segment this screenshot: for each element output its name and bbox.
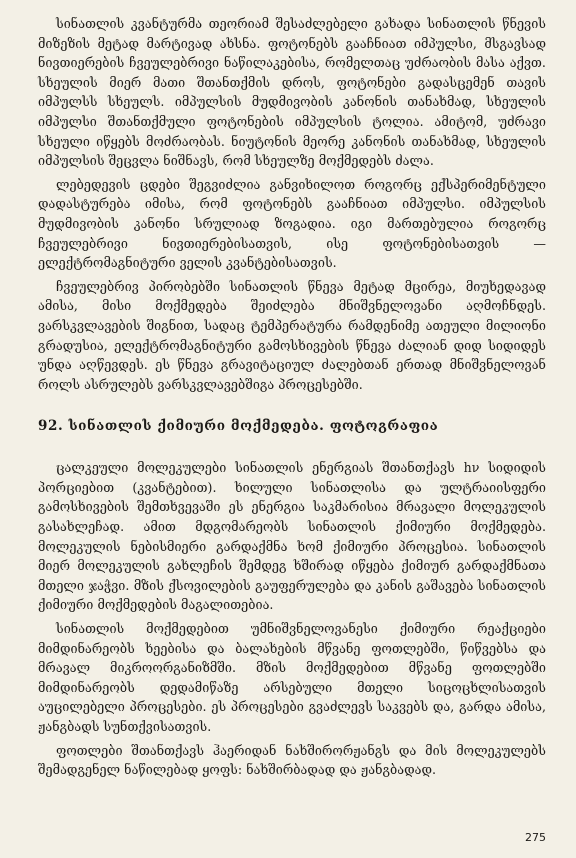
paragraph-chemical-action: ცალკეული მოლეკულები სინათლის ენერგიას შთანთქავს hν სიდიდის პორციებით (კვანტებით). ხილული სინათლისა და ულტრაიისფერი გამოსხივების შემთხვევაში ეს ენერგია საკმარისია მრავალი მოლეკულის გასახლეჩად. ამით მდგომარეობს სინათლის ქიმიური მოქმედება. მოლეკულის ნებისმიერი გარდაქმნა ხომ ქიმიური პროცესია. სინათლის მიერ მოლეკულის გახლეჩის შემდეგ ხშირად იწყება ქიმიურ გარდაქმნათა მთელი ჯაჭვი. მზის ქსოვილების გაუფერულება და კანის გაშავება სინათლის ქიმიური მოქმედების მაგალითებია. xyxy=(38,460,546,613)
paragraph-lebedev-experiments: ლებედევის ცდები შეგვიძლია განვიხილოთ როგორც ექსპერიმენტული დადასტურება იმისა, რომ ფოტონებს გააჩნიათ იმპულსი. იმპულსის მუდმივობის კანონი სრულიად ზოგადია. იგი მართებულია როგორც ჩვეულებრივი ნივთიერებისათვის, ისე ფოტონებისათვის — ელექტრომაგნიტური ველის კვანტებისათვის. xyxy=(38,176,546,271)
paragraph-photosynthesis: სინათლის მოქმედებით უმნიშვნელოვანესი ქიმიური რეაქციები მიმდინარეობს ხეებისა და ბალახების მწვანე ფოთლებში, წიწვებსა და მრავალ მიკროორგანიზმში. მზის მოქმედებით მწვანე ფოთლებში მიმდინარეობს დედამიწაზე არსებული მთელი სიცოცხლისათვის აუცილებელი პროცესები. ეს პროცესები გვაძლევს საკვებს და, გარდა ამისა, ჟანგბადს სუნთქვისათვის. xyxy=(38,621,546,734)
paragraph-leaves: ფოთლები შთანთქავს ჰაერიდან ნახშირორჟანგს და მის მოლეკულებს შემადგენელ ნაწილებად ყოფს: ნახშირბადად და ჟანგბადად. xyxy=(38,742,546,778)
paragraph-light-pressure-explanation: სინათლის კვანტურმა თეორიამ შესაძლებელი გახადა სინათლის წნევის მიზეზის მეტად მარტივად ახსნა. ფოტონებს გააჩნიათ იმპულსი, მსგავსად ნივთიერების ჩვეულებრივი ნაწილაკებისა, რომელთაც უძრაობის მასა აქვთ. სხეულის მიერ მათი შთანთქმის დროს, ფოტონები გადასცემენ თავის იმპულსს სხეულს. იმპულსის მუდმივობის კანონის თანახმად, სხეულის იმპულსი შთანთქმული ფოტონების იმპულსის ტოლია. ამიტომ, უძრავი სხეული იწყებს მოძრაობას. ნიუტონის მეორე კანონის თანახმად, სხეულის იმპულსის შეცვლა ნიშნავს, რომ სხეულზე მოქმედებს ძალა. xyxy=(38,16,546,169)
section-heading: 92. სინათლის ქიმიური მოქმედება. ფოტოგრაფია xyxy=(38,418,439,435)
page-number: 275 xyxy=(525,831,546,844)
paragraph-stellar-pressure: ჩვეულებრივ პირობებში სინათლის წნევა მეტად მცირეა, მიუხედავად ამისა, მისი მოქმედება შეიძლება მნიშვნელოვანი აღმოჩნდეს. ვარსკვლავების შიგნით, სადაც ტემპერატურა რამდენიმე ათეული მილიონი გრადუსია, ელექტრომაგნიტური გამოსხივების წნევა ძალიან დიდ სიდიდეს უნდა აღწევდეს. ეს წნევა გრავიტაციულ ძალებთან ერთად მნიშვნელოვან როლს ასრულებს ვარსკვლავებშიგა პროცესებში. xyxy=(38,278,546,392)
